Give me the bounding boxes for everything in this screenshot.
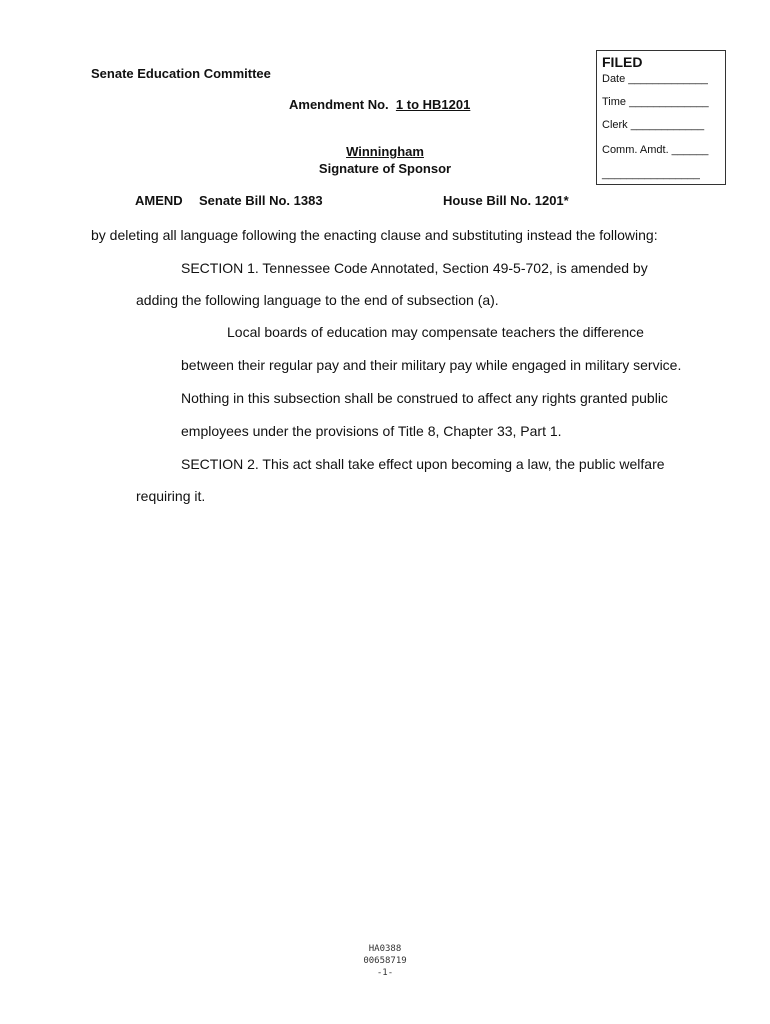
body-line-5: between their regular pay and their military pay while engaged in military service.: [181, 357, 682, 373]
footer-code-1: HA0388: [368, 944, 402, 954]
filed-comm-amdt-line: Comm. Amdt. ______: [602, 144, 709, 156]
amend-label: AMEND: [135, 193, 183, 208]
sponsor-label: Signature of Sponsor: [318, 161, 452, 176]
filed-title: FILED: [602, 54, 643, 70]
filed-time-line: Time _____________: [602, 96, 709, 108]
body-line-8: SECTION 2. This act shall take effect upon becoming a law, the public welfare: [181, 456, 665, 472]
page-number: -1-: [376, 968, 394, 978]
body-line-1: by deleting all language following the enacting clause and substituting instead the following:: [91, 227, 658, 243]
senate-bill-number: Senate Bill No. 1383: [199, 193, 323, 208]
sponsor-name: Winningham: [346, 144, 424, 159]
body-line-7: employees under the provisions of Title 8, Chapter 33, Part 1.: [181, 423, 562, 439]
amendment-number: 1 to HB1201: [395, 97, 471, 112]
body-line-6: Nothing in this subsection shall be construed to affect any rights granted public: [181, 390, 668, 406]
filed-clerk-line: Clerk ____________: [602, 119, 705, 131]
committee-name: Senate Education Committee: [91, 66, 271, 81]
body-line-2: SECTION 1. Tennessee Code Annotated, Section 49-5-702, is amended by: [181, 260, 648, 276]
body-line-3: adding the following language to the end of subsection (a).: [136, 292, 499, 308]
amendment-prefix: Amendment No.: [289, 97, 389, 112]
footer-code-2: 00658719: [363, 956, 407, 966]
house-bill-number: House Bill No. 1201*: [443, 193, 569, 208]
body-line-9: requiring it.: [136, 488, 206, 504]
body-line-4: Local boards of education may compensate teachers the difference: [227, 324, 644, 340]
filed-blank-line: ________________: [602, 168, 700, 180]
amendment-line: [289, 97, 470, 112]
filed-date-line: Date _____________: [602, 73, 708, 85]
